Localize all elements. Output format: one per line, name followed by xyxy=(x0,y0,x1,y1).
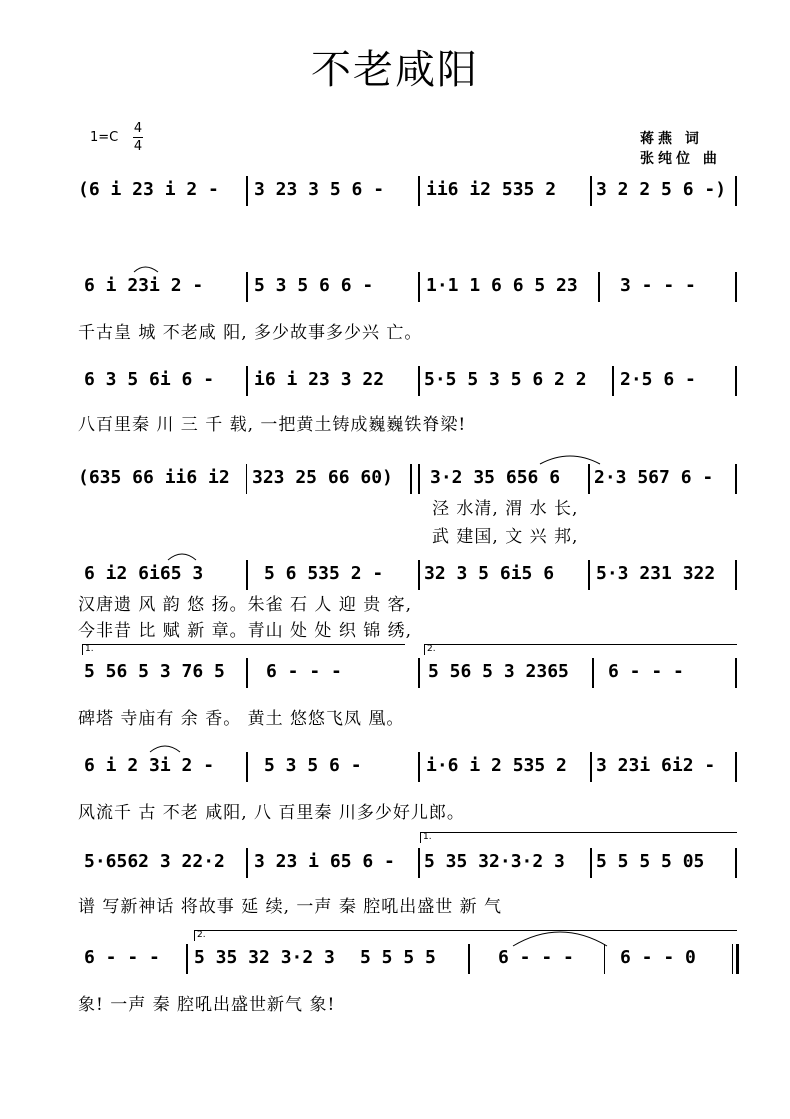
lyric-text: 今非昔 比 赋 新 章。青山 处 处 织 锦 绣, xyxy=(78,621,413,641)
volta-second-ending: 2. xyxy=(424,644,737,655)
measure: 6 - - - xyxy=(608,661,684,682)
measure: 2·3 567 6 - xyxy=(594,467,714,488)
measure: 6 i 23i 2 - xyxy=(84,275,204,296)
lyric-text: 碑塔 寺庙有 余 香。 黄土 悠悠飞凤 凰。 xyxy=(78,709,405,729)
volta-second-ending: 2. xyxy=(194,930,737,941)
measure: 5 5 5 5 05 xyxy=(596,851,705,872)
tie-slur xyxy=(540,456,600,464)
measure: 6 i 2 3i 2 - xyxy=(84,755,215,776)
lyric-text: 千古皇 城 不老咸 阳, 多少故事多少兴 亡。 xyxy=(78,323,423,343)
tie-slur xyxy=(168,554,196,560)
measure: 323 25 66 60) xyxy=(252,467,393,488)
measure: 5 56 5 3 2365 xyxy=(428,661,569,682)
tie-slur xyxy=(134,267,158,272)
measure: 5·5 5 3 5 6 2 2 xyxy=(424,369,587,390)
time-signature-bottom: 4 xyxy=(133,139,143,154)
measure: 3 23 3 5 6 - xyxy=(254,179,385,200)
lyric-text: 谱 写新神话 将故事 延 续, 一声 秦 腔吼出盛世 新 气 xyxy=(78,897,503,917)
measure: 5 3 5 6 6 - xyxy=(254,275,374,296)
measure: 5 3 5 6 - xyxy=(264,755,362,776)
measure: 5 5 5 5 xyxy=(360,947,436,968)
measure: 5·6562 3 22·2 xyxy=(84,851,225,872)
lyric-text: 象! 一声 秦 腔吼出盛世新气 象! xyxy=(78,995,336,1015)
lyric-text: 汉唐遗 风 韵 悠 扬。朱雀 石 人 迎 贵 客, xyxy=(78,595,413,615)
measure: i·6 i 2 535 2 xyxy=(426,755,567,776)
measure: 3 23i 6i2 - xyxy=(596,755,716,776)
composer-credit: 张纯位 曲 xyxy=(640,151,721,167)
tie-slur xyxy=(150,746,180,752)
time-signature-top: 4 xyxy=(133,121,143,136)
measure: 5 35 32 3·2 3 xyxy=(194,947,335,968)
measure: 6 3 5 6i 6 - xyxy=(84,369,215,390)
measure: (6 i 23 i 2 - xyxy=(78,179,219,200)
measure: i6 i 23 3 22 xyxy=(254,369,385,390)
measure: 3 - - - xyxy=(620,275,696,296)
tie-slur xyxy=(513,932,607,946)
measure: 3 23 i 65 6 - xyxy=(254,851,395,872)
measure: ii6 i2 535 2 xyxy=(426,179,557,200)
measure: 2·5 6 - xyxy=(620,369,696,390)
key-signature: 1=C xyxy=(90,130,119,145)
measure: 6 - - - xyxy=(266,661,342,682)
measure: 6 - - - xyxy=(84,947,160,968)
measure: 3·2 35 656 6 xyxy=(430,467,561,488)
measure: 5 35 32·3·2 3 xyxy=(424,851,565,872)
lyric-text: 武 建国, 文 兴 邦, xyxy=(432,527,579,547)
measure: 32 3 5 6i5 6 xyxy=(424,563,555,584)
measure: (635 66 ii6 i2 xyxy=(78,467,230,488)
measure: 6 - - - xyxy=(498,947,574,968)
lyric-text: 泾 水清, 渭 水 长, xyxy=(432,499,579,519)
lyricist-credit: 蒋燕 词 xyxy=(640,131,703,147)
measure: 3 2 2 5 6 -) xyxy=(596,179,727,200)
measure: 1·1 1 6 6 5 23 xyxy=(426,275,578,296)
measure: 5·3 231 322 xyxy=(596,563,716,584)
lyric-text: 风流千 古 不老 咸阳, 八 百里秦 川多少好儿郎。 xyxy=(78,803,465,823)
measure: 6 i2 6i65 3 xyxy=(84,563,204,584)
measure: 6 - - 0 xyxy=(620,947,696,968)
volta-first-ending: 1. xyxy=(420,832,737,843)
measure: 5 6 535 2 - xyxy=(264,563,384,584)
volta-first-ending: 1. xyxy=(82,644,405,655)
measure: 5 56 5 3 76 5 xyxy=(84,661,225,682)
lyric-text: 八百里秦 川 三 千 载, 一把黄土铸成巍巍铁脊梁! xyxy=(78,415,467,435)
song-title: 不老咸阳 xyxy=(311,47,479,93)
